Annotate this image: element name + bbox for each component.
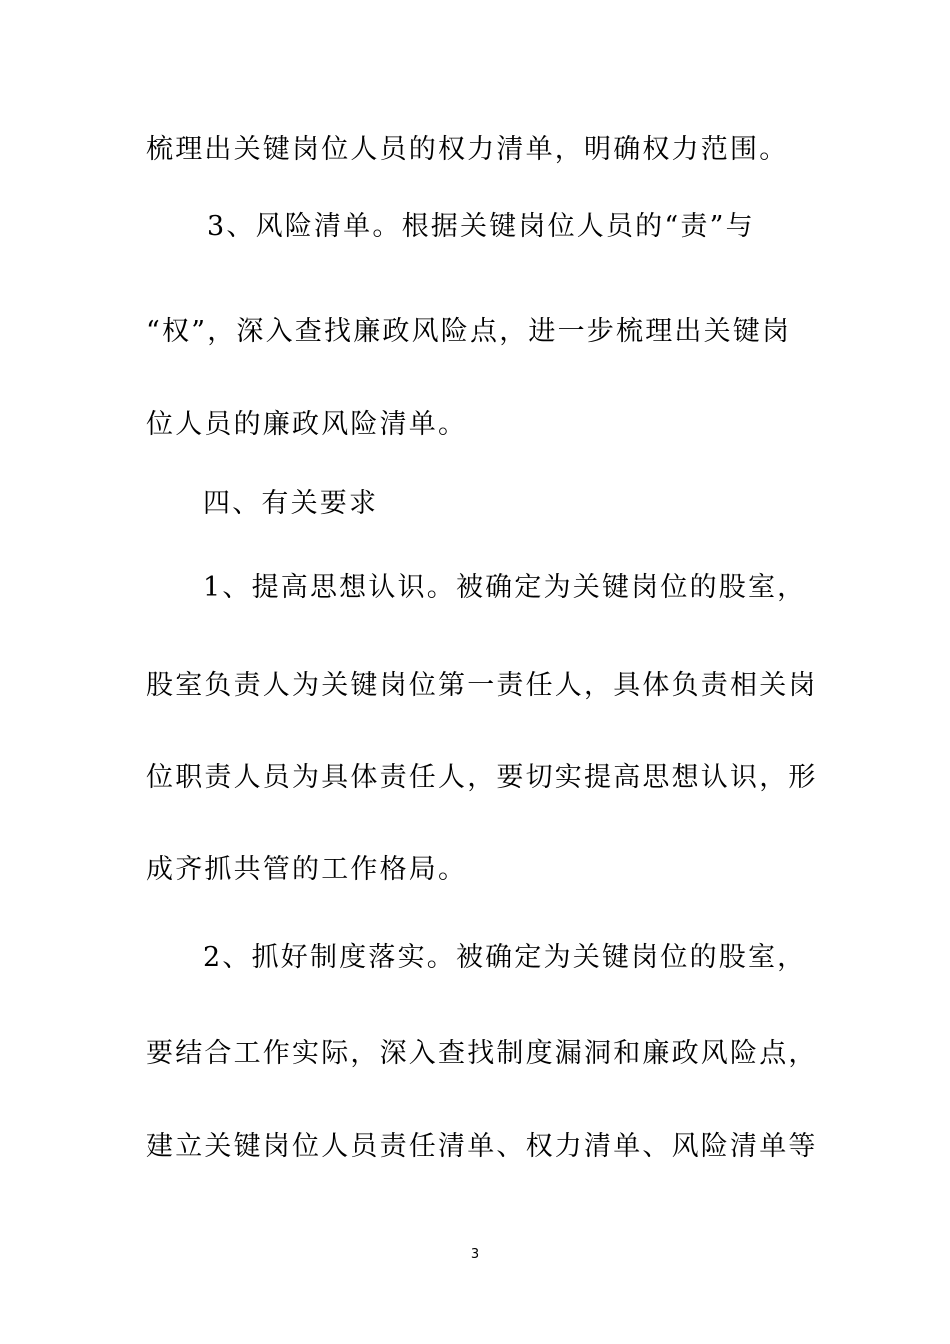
paragraph-line: 2、抓好制度落实。被确定为关键岗位的股室， xyxy=(203,942,807,973)
paragraph-line: 位职责人员为具体责任人，要切实提高思想认识，形 xyxy=(146,762,818,793)
page-number: 3 xyxy=(470,1247,480,1262)
paragraph-line: 位人员的廉政风险清单。 xyxy=(146,409,468,440)
paragraph-line: 建立关键岗位人员责任清单、权力清单、风险清单等 xyxy=(146,1131,818,1162)
section-heading: 四、有关要求 xyxy=(203,488,379,519)
paragraph-line: 要结合工作实际，深入查找制度漏洞和廉政风险点， xyxy=(146,1038,818,1069)
paragraph-line: 股室负责人为关键岗位第一责任人，具体负责相关岗 xyxy=(146,670,818,701)
paragraph-line: “权”，深入查找廉政风险点，进一步梳理出关键岗 xyxy=(146,316,792,347)
paragraph-line: 成齐抓共管的工作格局。 xyxy=(146,854,468,885)
paragraph-line: 1、提高思想认识。被确定为关键岗位的股室， xyxy=(203,572,807,603)
paragraph-line: 3、风险清单。根据关键岗位人员的“责”与 xyxy=(207,211,755,242)
paragraph-line: 梳理出关键岗位人员的权力清单，明确权力范围。 xyxy=(146,134,789,165)
